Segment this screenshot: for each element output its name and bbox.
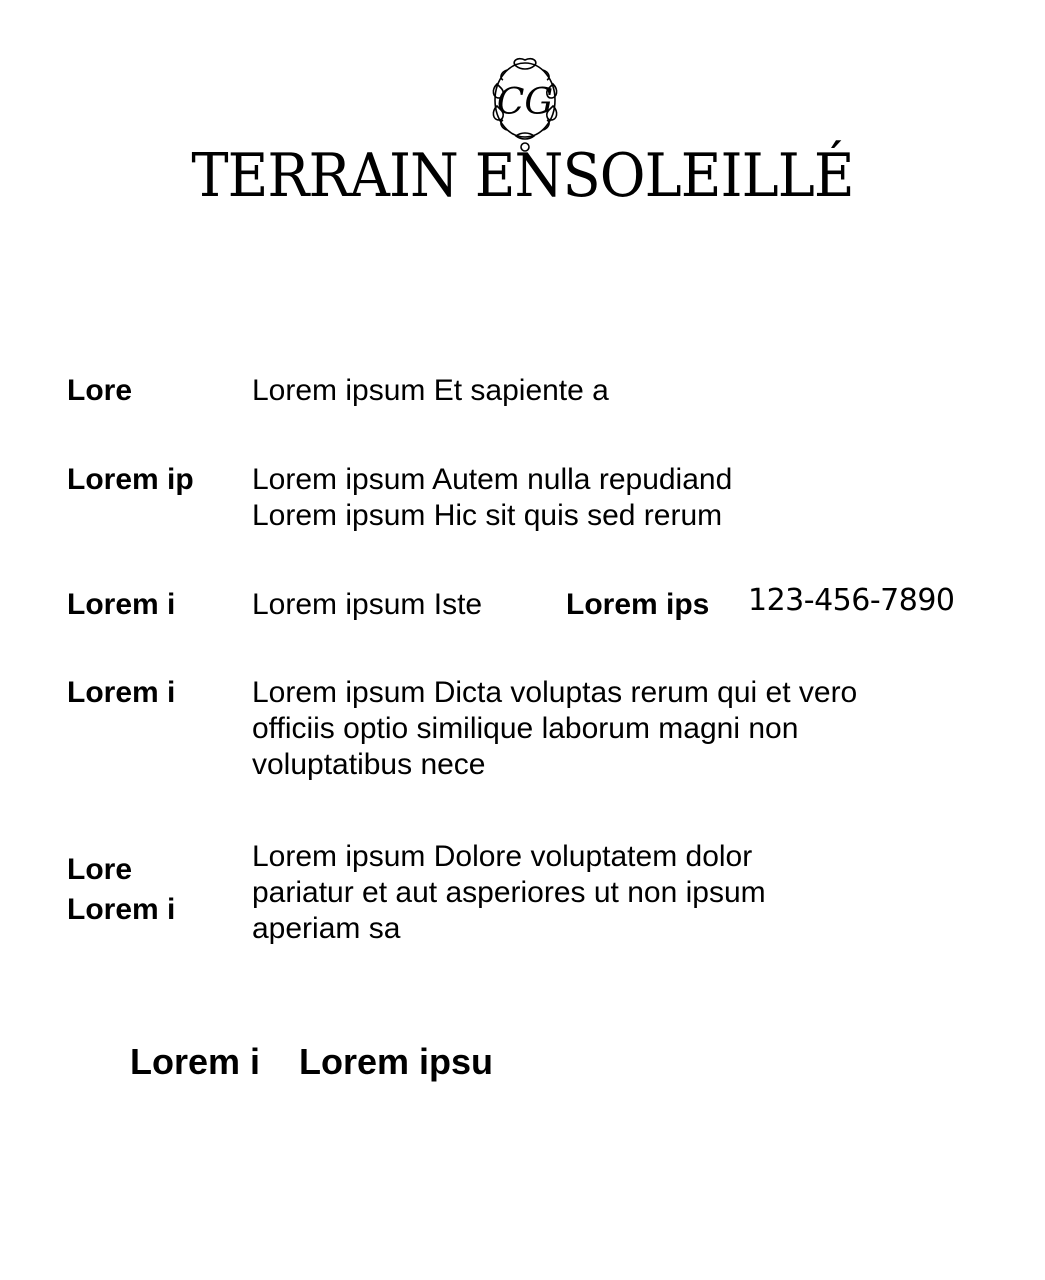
row-label: [67, 852, 175, 928]
row-value-line: Lorem ipsum Iste: [252, 588, 483, 621]
footer-link-2[interactable]: Lorem ipsu: [299, 1041, 494, 1082]
monogram-logo-icon: [483, 50, 567, 154]
row-value-line: Lorem ipsum Autem nulla repudiand: [252, 463, 733, 496]
row-label-line: Lorem i: [67, 893, 176, 926]
row-value: [252, 675, 857, 783]
brand-title: TERRAIN ENSOLEILLÉ: [191, 141, 854, 211]
footer-link-1[interactable]: Lorem i: [130, 1041, 261, 1082]
row-value-line: aperiam sa: [252, 912, 401, 945]
row-value: [252, 839, 766, 947]
row-value-line: Lorem ipsum Et sapiente a: [252, 374, 609, 407]
row-value-line: pariatur et aut asperiores ut non ipsum: [252, 876, 766, 909]
row-label: Lorem ip: [67, 463, 194, 496]
row-value-line: Lorem ipsum Dolore voluptatem dolor: [252, 840, 753, 873]
phone-label: Lorem ips: [566, 588, 710, 621]
row-label: Lorem i: [67, 588, 176, 621]
row-value-line: officiis optio similique laborum magni non: [252, 712, 799, 745]
row-label-line: Lore: [67, 853, 133, 886]
row-value: [252, 373, 609, 409]
row-value-line: Lorem ipsum Hic sit quis sed rerum: [252, 499, 723, 532]
row-value-line: Lorem ipsum Dicta voluptas rerum qui et vero: [252, 676, 858, 709]
row-value: [252, 587, 482, 623]
phone-number[interactable]: 123-456-7890: [748, 583, 955, 618]
row-label: Lorem i: [67, 676, 176, 709]
svg-text:CG: CG: [496, 82, 554, 123]
row-value-line: voluptatibus nece: [252, 748, 486, 781]
row-value: [252, 462, 732, 534]
row-label: Lore: [67, 374, 133, 407]
